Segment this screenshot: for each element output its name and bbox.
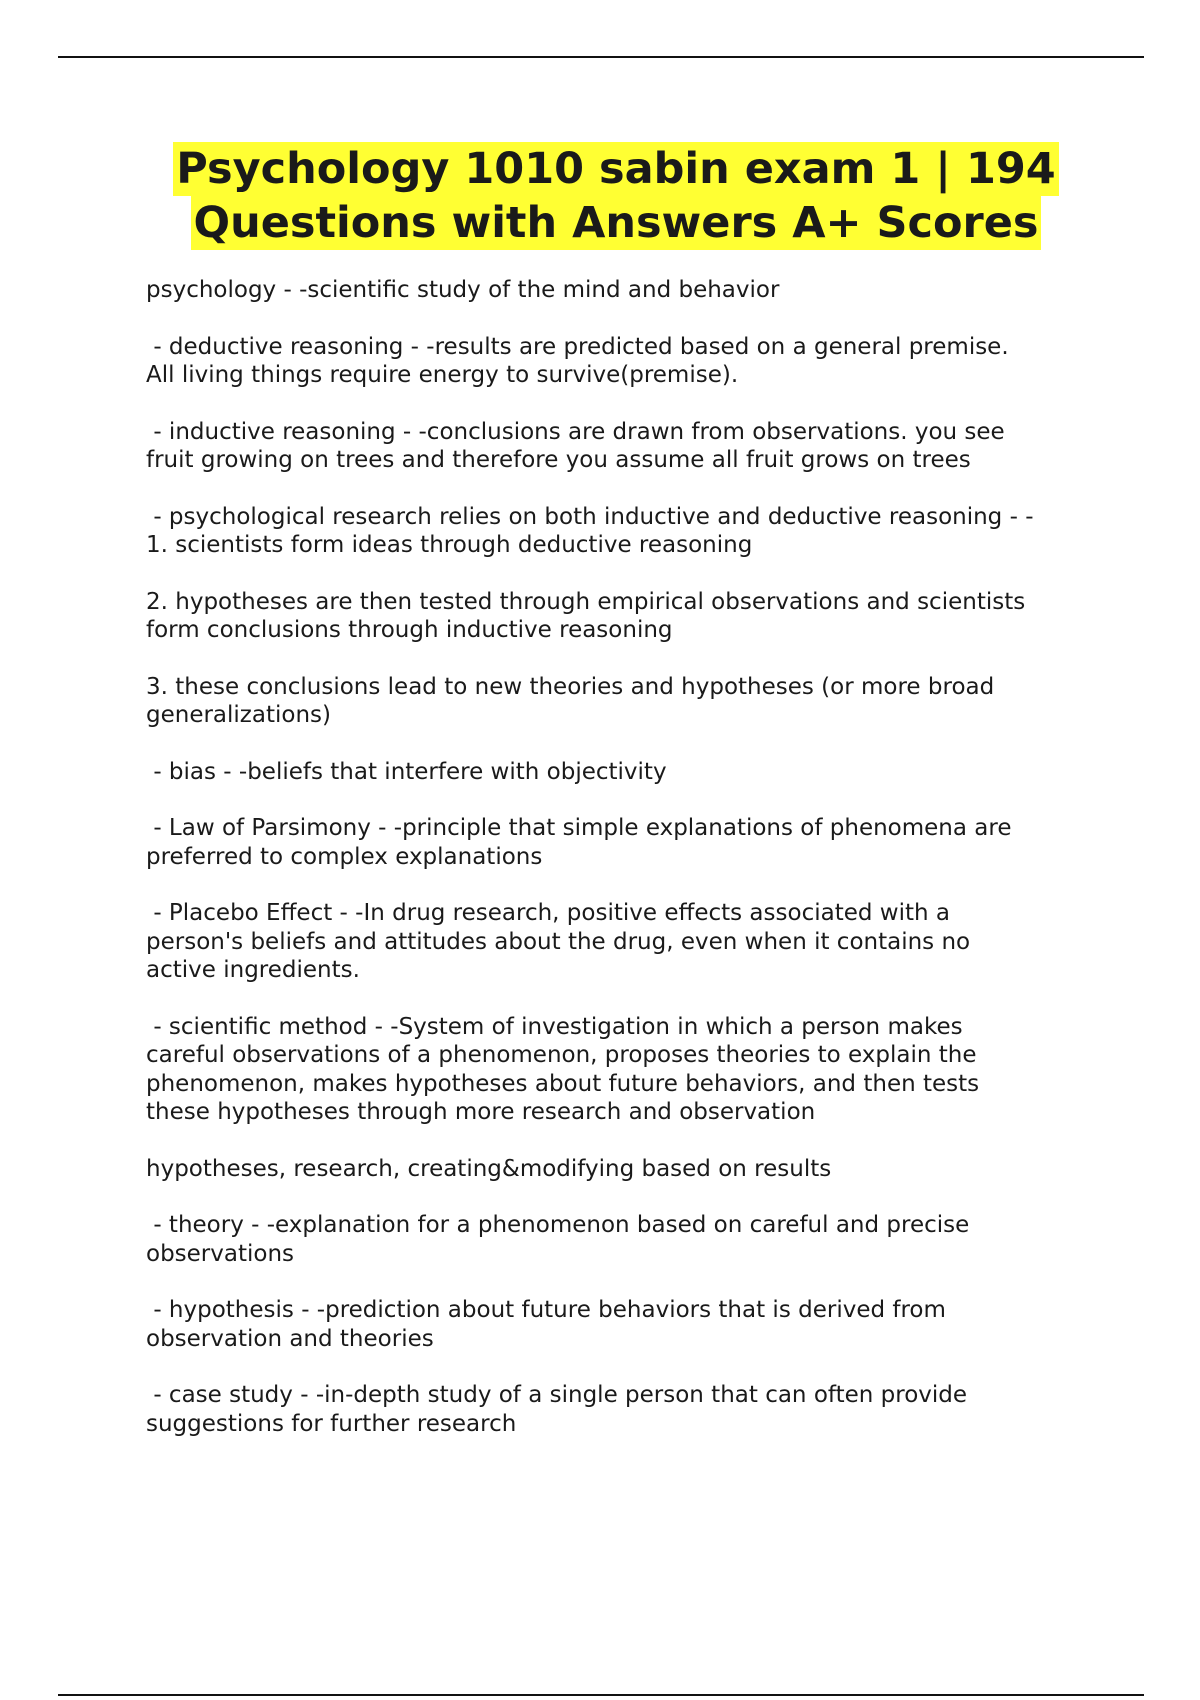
flashcard-entry: psychology - -scientific study of the mind and behavior — [146, 277, 780, 303]
top-rule — [58, 56, 1144, 58]
flashcard-entry: hypotheses, research, creating&modifying based on results — [146, 1155, 832, 1182]
flashcard-entry: - bias - -beliefs that interfere with objectivity — [146, 758, 667, 785]
flashcard-list — [146, 276, 1106, 1466]
flashcard-entry: - scientific method - -System of investigation in which a person makes careful observations of a phenomenon, proposes theories to explain the phenomenon, makes hypotheses about future behaviors, and then tests these hypotheses through more research and observation — [146, 1013, 980, 1125]
bottom-rule — [58, 1694, 1144, 1696]
flashcard-entry: 2. hypotheses are then tested through empirical observations and scientists form conclusions through inductive reasoning — [146, 588, 1026, 643]
flashcard-entry: - case study - -in-depth study of a single person that can often provide suggestions for further research — [146, 1382, 968, 1437]
flashcard-entry: 3. these conclusions lead to new theories and hypotheses (or more broad generalizations) — [146, 673, 995, 728]
flashcard-entry: - psychological research relies on both inductive and deductive reasoning - - 1. scientists form ideas through deductive reasoning — [146, 503, 1034, 558]
flashcard-entry: - deductive reasoning - -results are predicted based on a general premise. All living things require energy to survive(premise). — [146, 333, 1009, 388]
title-line-1: Psychology 1010 sabin exam 1 | 194 — [173, 142, 1058, 196]
flashcard-entry: - inductive reasoning - -conclusions are drawn from observations. you see fruit growing on trees and therefore you assume all fruit grows on trees — [146, 418, 1005, 473]
document-title — [146, 142, 1086, 250]
flashcard-entry: - Placebo Effect - -In drug research, positive effects associated with a person's beliefs and attitudes about the drug, even when it contains no active ingredients. — [146, 900, 971, 983]
title-line-2: Questions with Answers A+ Scores — [191, 196, 1042, 250]
flashcard-entry: - Law of Parsimony - -principle that simple explanations of phenomena are preferred to complex explanations — [146, 815, 1012, 870]
flashcard-entry: - hypothesis - -prediction about future behaviors that is derived from observation and theories — [146, 1297, 946, 1352]
flashcard-entry: - theory - -explanation for a phenomenon based on careful and precise observations — [146, 1212, 970, 1267]
